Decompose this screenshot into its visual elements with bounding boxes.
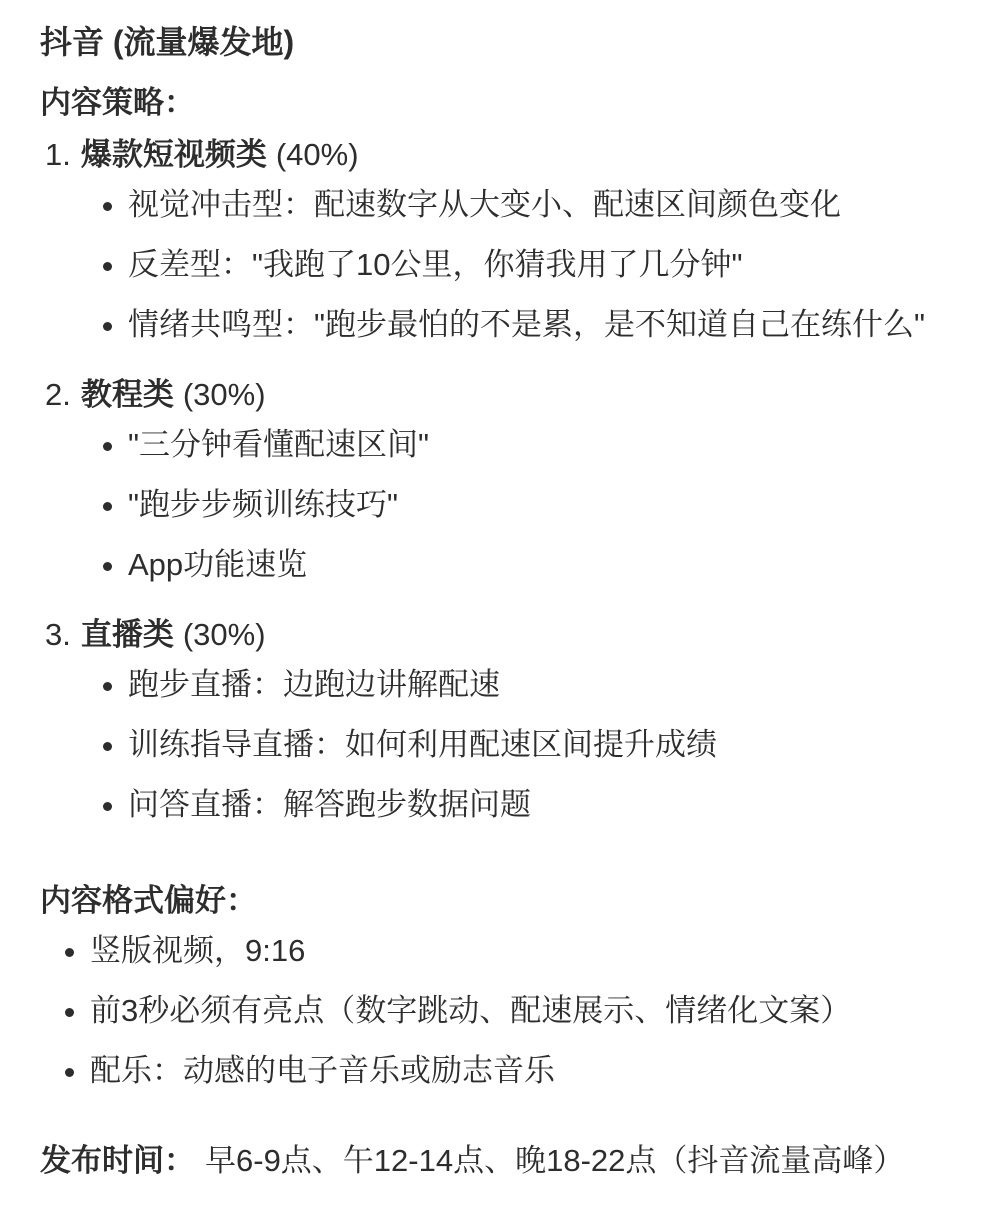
- format-heading: 内容格式偏好：: [40, 883, 257, 918]
- publish-time-label: 发布时间：: [40, 1143, 195, 1178]
- format-bullet-item: • 配乐：动感的电子音乐或励志音乐: [90, 1051, 972, 1091]
- publish-time-line: [40, 1141, 972, 1181]
- bullet-item: • 训练指导直播：如何利用配速区间提升成绩: [128, 725, 972, 765]
- strategy-item-livestream: [45, 615, 972, 825]
- item-term: 教程类: [80, 377, 174, 412]
- bullet-item: • App功能速览: [128, 545, 972, 585]
- strategy-item-bullets: [45, 185, 972, 345]
- item-percent: (30%): [182, 617, 266, 652]
- format-bullet-item: • 竖版视频，9:16: [90, 931, 972, 971]
- bullet-item: • 视觉冲击型：配速数字从大变小、配速区间颜色变化: [128, 185, 972, 225]
- bullet-item: • "跑步步频训练技巧": [128, 485, 972, 525]
- bullet-item: • 跑步直播：边跑边讲解配速: [128, 665, 972, 705]
- item-term: 爆款短视频类: [80, 137, 267, 172]
- strategy-heading: 内容策略：: [40, 85, 195, 120]
- bullet-item: • 问答直播：解答跑步数据问题: [128, 785, 972, 825]
- bullet-item: • 反差型："我跑了10公里，你猜我用了几分钟": [128, 245, 972, 285]
- strategy-item-bullets: [45, 665, 972, 825]
- item-number: 2.: [45, 377, 71, 412]
- item-number: 1.: [45, 137, 71, 172]
- strategy-list: [45, 135, 972, 825]
- strategy-item-heading: [45, 375, 972, 415]
- strategy-item-tutorial: [45, 375, 972, 585]
- item-percent: (40%): [275, 137, 359, 172]
- page-title: 抖音 (流量爆发地): [40, 24, 295, 60]
- item-number: 3.: [45, 617, 71, 652]
- format-bullet-item: • 前3秒必须有亮点（数字跳动、配速展示、情绪化文案）: [90, 991, 972, 1031]
- item-term: 直播类: [80, 617, 174, 652]
- strategy-item-heading: [45, 615, 972, 655]
- strategy-item-heading: [45, 135, 972, 175]
- strategy-item-bullets: [45, 425, 972, 585]
- format-list: [40, 931, 972, 1091]
- item-percent: (30%): [182, 377, 266, 412]
- bullet-item: • "三分钟看懂配速区间": [128, 425, 972, 465]
- strategy-item-short-video: [45, 135, 972, 345]
- publish-time-value: 早6-9点、午12-14点、晚18-22点（抖音流量高峰）: [205, 1143, 905, 1178]
- bullet-item: • 情绪共鸣型："跑步最怕的不是累，是不知道自己在练什么": [128, 305, 972, 345]
